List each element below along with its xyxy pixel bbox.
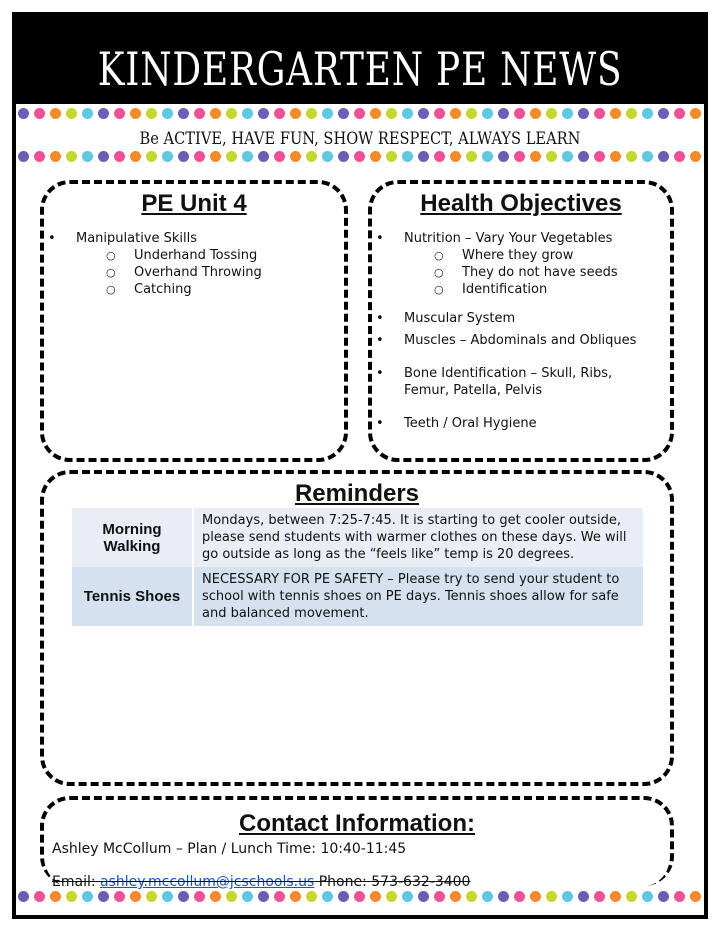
decor-dot	[370, 108, 381, 119]
decor-dot	[594, 891, 605, 902]
decor-dot	[98, 151, 109, 162]
decor-dot	[434, 108, 445, 119]
health-list	[376, 230, 646, 432]
decor-dot	[258, 151, 269, 162]
decor-dot	[194, 891, 205, 902]
decor-dot	[530, 891, 541, 902]
decor-dot	[66, 891, 77, 902]
decor-dot	[658, 151, 669, 162]
decor-dot	[146, 108, 157, 119]
pe-unit-box	[40, 180, 348, 462]
decor-dot	[546, 108, 557, 119]
contact-email-line	[52, 874, 470, 890]
decor-dot	[162, 151, 173, 162]
decor-dot	[162, 108, 173, 119]
decor-dot	[290, 891, 301, 902]
decor-dot	[274, 891, 285, 902]
decor-dot	[450, 891, 461, 902]
decor-dot	[306, 151, 317, 162]
decor-dot	[130, 151, 141, 162]
decor-dot	[226, 151, 237, 162]
decor-dot	[498, 151, 509, 162]
decor-dot	[242, 891, 253, 902]
motto: Be ACTIVE, HAVE FUN, SHOW RESPECT, ALWAYS LEARN	[139, 129, 581, 149]
list-subitem: ○ Underhand Tossing	[106, 247, 338, 264]
decor-dot	[338, 108, 349, 119]
list-subitem: ○ Overhand Throwing	[106, 264, 338, 281]
decor-dot	[146, 891, 157, 902]
decor-dot	[690, 891, 701, 902]
decor-dot	[50, 891, 61, 902]
decor-dot	[258, 891, 269, 902]
decor-dot	[194, 108, 205, 119]
decor-dot	[114, 108, 125, 119]
pe-unit-list	[48, 230, 338, 298]
decor-dot	[514, 891, 525, 902]
list-item: • Manipulative Skills ○ Underhand Tossing ○ Overhand Throwing ○ Catching	[48, 230, 338, 298]
dot-border-bottom	[18, 891, 702, 905]
decor-dot	[274, 151, 285, 162]
decor-dot	[226, 108, 237, 119]
decor-dot	[18, 108, 29, 119]
decor-dot	[322, 108, 333, 119]
decor-dot	[658, 108, 669, 119]
decor-dot	[546, 891, 557, 902]
decor-dot	[82, 108, 93, 119]
decor-dot	[322, 151, 333, 162]
decor-dot	[34, 151, 45, 162]
decor-dot	[290, 108, 301, 119]
phone-text: Phone: 573-632-3400	[314, 874, 471, 890]
decor-dot	[82, 891, 93, 902]
decor-dot	[114, 891, 125, 902]
reminders-title: Reminders	[294, 480, 420, 507]
decor-dot	[482, 891, 493, 902]
decor-dot	[690, 108, 701, 119]
decor-dot	[610, 151, 621, 162]
decor-dot	[594, 151, 605, 162]
decor-dot	[642, 108, 653, 119]
list-subitem: ○ Where they grow	[434, 247, 646, 264]
header-banner	[12, 12, 708, 104]
decor-dot	[562, 108, 573, 119]
decor-dot	[130, 891, 141, 902]
email-link[interactable]: ashley.mccollum@jcschools.us	[100, 874, 315, 890]
decor-dot	[34, 891, 45, 902]
list-item: • Bone Identification – Skull, Ribs, Femur, Patella, Pelvis	[376, 365, 646, 399]
decor-dot	[514, 151, 525, 162]
decor-dot	[354, 151, 365, 162]
list-item: • Muscles – Abdominals and Obliques	[376, 332, 646, 349]
decor-dot	[674, 151, 685, 162]
list-item: • Teeth / Oral Hygiene	[376, 415, 646, 432]
decor-dot	[418, 891, 429, 902]
decor-dot	[434, 891, 445, 902]
decor-dot	[626, 891, 637, 902]
decor-dot	[34, 108, 45, 119]
decor-dot	[82, 151, 93, 162]
decor-dot	[354, 108, 365, 119]
decor-dot	[306, 891, 317, 902]
decor-dot	[210, 151, 221, 162]
decor-dot	[242, 151, 253, 162]
decor-dot	[178, 108, 189, 119]
decor-dot	[466, 108, 477, 119]
decor-dot	[370, 891, 381, 902]
decor-dot	[162, 891, 173, 902]
decor-dot	[386, 108, 397, 119]
decor-dot	[578, 108, 589, 119]
decor-dot	[18, 151, 29, 162]
decor-dot	[610, 108, 621, 119]
email-label: Email:	[52, 874, 101, 890]
decor-dot	[498, 108, 509, 119]
table-row	[72, 567, 643, 626]
decor-dot	[418, 108, 429, 119]
decor-dot	[530, 151, 541, 162]
reminder-text: NECESSARY FOR PE SAFETY – Please try to send your student to school with tennis shoes on PE days. Tennis shoes allow for safe and balanced movement.	[193, 567, 643, 626]
decor-dot	[98, 108, 109, 119]
dot-border-top	[18, 108, 702, 122]
page-title: KINDERGARTEN PE NEWS	[97, 42, 623, 96]
reminder-key: Tennis Shoes	[72, 567, 193, 626]
decor-dot	[690, 151, 701, 162]
decor-dot	[626, 108, 637, 119]
decor-dot	[466, 891, 477, 902]
decor-dot	[114, 151, 125, 162]
decor-dot	[338, 891, 349, 902]
dot-border-motto	[18, 151, 702, 165]
decor-dot	[482, 108, 493, 119]
contact-title: Contact Information:	[239, 810, 475, 837]
reminder-key: Morning Walking	[72, 508, 193, 567]
decor-dot	[530, 108, 541, 119]
decor-dot	[18, 891, 29, 902]
decor-dot	[130, 108, 141, 119]
decor-dot	[594, 108, 605, 119]
decor-dot	[658, 891, 669, 902]
decor-dot	[338, 151, 349, 162]
decor-dot	[370, 151, 381, 162]
decor-dot	[610, 891, 621, 902]
decor-dot	[450, 151, 461, 162]
list-subitem: ○ They do not have seeds	[434, 264, 646, 281]
decor-dot	[434, 151, 445, 162]
list-item: • Muscular System	[376, 310, 646, 327]
decor-dot	[98, 891, 109, 902]
decor-dot	[66, 108, 77, 119]
decor-dot	[178, 151, 189, 162]
decor-dot	[626, 151, 637, 162]
decor-dot	[674, 891, 685, 902]
decor-dot	[50, 108, 61, 119]
decor-dot	[306, 108, 317, 119]
table-row	[72, 508, 643, 567]
health-title: Health Objectives	[420, 190, 622, 217]
decor-dot	[466, 151, 477, 162]
decor-dot	[146, 151, 157, 162]
decor-dot	[562, 891, 573, 902]
decor-dot	[386, 151, 397, 162]
decor-dot	[562, 151, 573, 162]
decor-dot	[322, 891, 333, 902]
pe-unit-title: PE Unit 4	[141, 190, 247, 217]
decor-dot	[242, 108, 253, 119]
list-subitem: ○ Catching	[106, 281, 338, 298]
decor-dot	[546, 151, 557, 162]
decor-dot	[178, 891, 189, 902]
decor-dot	[514, 108, 525, 119]
decor-dot	[418, 151, 429, 162]
decor-dot	[498, 891, 509, 902]
list-subitem: ○ Identification	[434, 281, 646, 298]
decor-dot	[482, 151, 493, 162]
decor-dot	[50, 151, 61, 162]
decor-dot	[258, 108, 269, 119]
reminders-table	[72, 508, 643, 626]
decor-dot	[578, 151, 589, 162]
decor-dot	[578, 891, 589, 902]
decor-dot	[354, 891, 365, 902]
decor-dot	[66, 151, 77, 162]
decor-dot	[450, 108, 461, 119]
decor-dot	[194, 151, 205, 162]
decor-dot	[386, 891, 397, 902]
decor-dot	[642, 891, 653, 902]
decor-dot	[674, 108, 685, 119]
decor-dot	[642, 151, 653, 162]
decor-dot	[290, 151, 301, 162]
decor-dot	[402, 151, 413, 162]
decor-dot	[274, 108, 285, 119]
decor-dot	[210, 891, 221, 902]
decor-dot	[402, 108, 413, 119]
decor-dot	[402, 891, 413, 902]
decor-dot	[226, 891, 237, 902]
reminder-text: Mondays, between 7:25-7:45. It is starting to get cooler outside, please send students with warmer clothes on these days. We will go outside as long as the “feels like” temp is 20 degrees.	[193, 508, 643, 567]
decor-dot	[210, 108, 221, 119]
list-item: • Nutrition – Vary Your Vegetables ○ Where they grow ○ They do not have seeds ○ Identification	[376, 230, 646, 298]
contact-plan-time: Ashley McCollum – Plan / Lunch Time: 10:40-11:45	[52, 841, 407, 857]
